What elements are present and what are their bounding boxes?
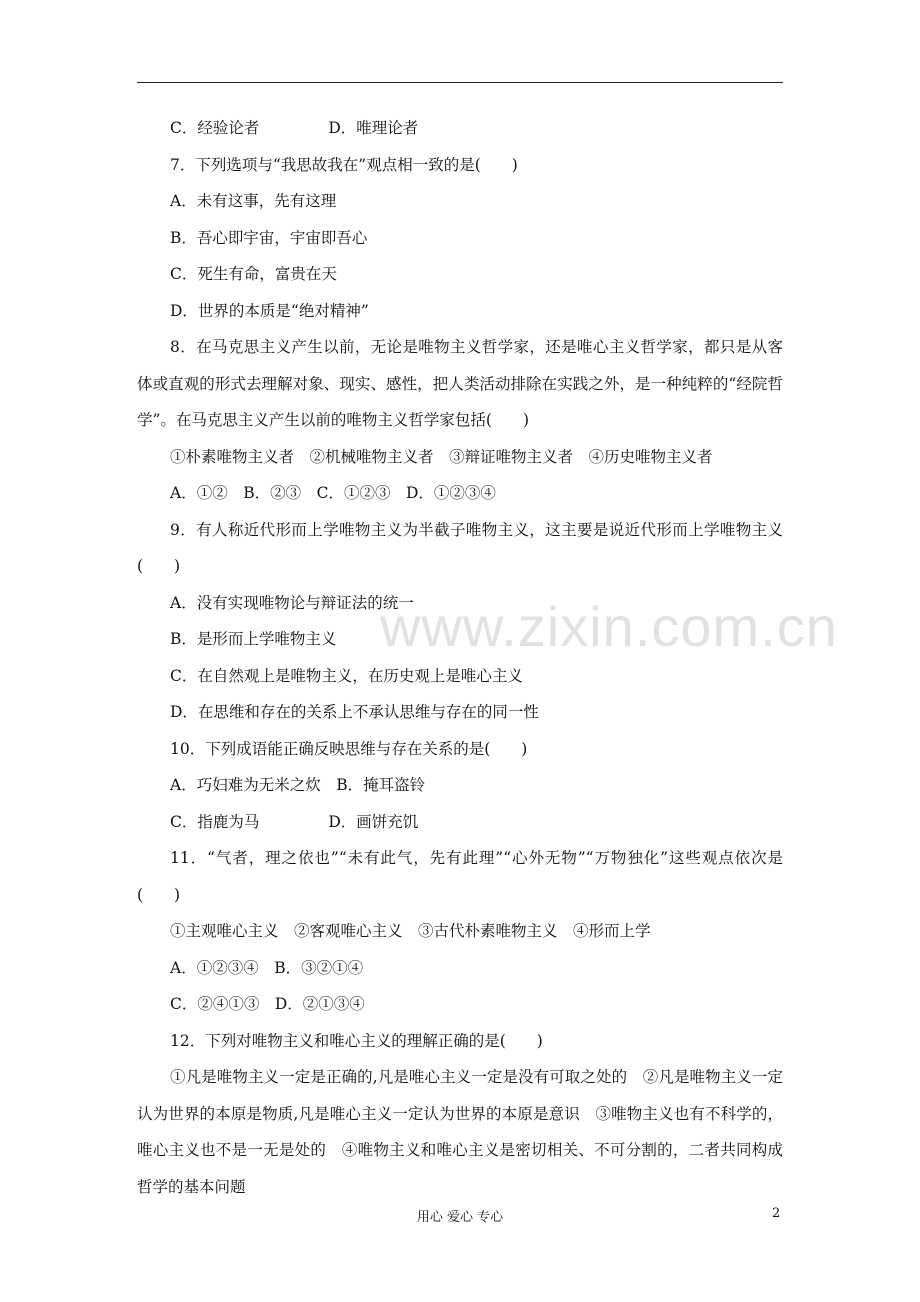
q10-stem: 10．下列成语能正确反映思维与存在关系的是( ) (170, 739, 528, 758)
q6-options-cd: C．经验论者 D．唯理论者 (170, 119, 419, 137)
q7-stem: 7．下列选项与“我思故我在”观点相一致的是( ) (170, 155, 518, 174)
q7-option-d: D．世界的本质是“绝对精神” (170, 301, 369, 320)
header-rule (137, 82, 783, 83)
q9-option-c: C．在自然观上是唯物主义，在历史观上是唯心主义 (170, 666, 523, 685)
watermark: www.zixin.com.cn (380, 595, 838, 658)
page-number: 2 (772, 1206, 781, 1221)
q8-stem: 8．在马克思主义产生以前，无论是唯物主义哲学家，还是唯心主义哲学家，都只是从客体或直观的形式去理解对象、现实、感性，把人类活动排除在实践之外，是一种纯粹的“经院哲学”。在马克思主义产生以前的唯物主义哲学家包括( ) (137, 338, 783, 429)
q9-stem: 9．有人称近代形而上学唯物主义为半截子唯物主义，这主要是说近代形而上学唯物主义( ) (137, 520, 783, 575)
q10-options-ab: A．巧妇难为无米之炊 B．掩耳盗铃 (170, 776, 426, 794)
q8-items: ①朴素唯物主义者 ②机械唯物主义者 ③辩证唯物主义者 ④历史唯物主义者 (170, 447, 713, 466)
q11-options-cd: C．②④①③ D．②①③④ (170, 995, 365, 1013)
q8-options: A．①② B．②③ C．①②③ D．①②③④ (170, 484, 496, 502)
q7-option-c: C．死生有命，富贵在天 (170, 265, 337, 283)
q7-option-a: A．未有这事，先有这理 (170, 192, 337, 210)
q9-option-d: D．在思维和存在的关系上不承认思维与存在的同一性 (170, 703, 539, 721)
page-content (137, 110, 783, 1205)
q11-stem: 11．“气者，理之依也”“未有此气，先有此理”“心外无物”“万物独化”这些观点依次是( ) (137, 849, 783, 904)
q11-items: ①主观唯心主义 ②客观唯心主义 ③古代朴素唯物主义 ④形而上学 (170, 922, 651, 940)
q10-options-cd: C．指鹿为马 D．画饼充饥 (170, 812, 419, 831)
q12-items: ①凡是唯物主义一定是正确的,凡是唯心主义一定是没有可取之处的 ②凡是唯物主义一定认为世界的本原是物质,凡是唯心主义一定认为世界的本原是意识 ③唯物主义也有不科学的，唯心主义也不是一无是处的 ④唯物主义和唯心主义是密切相关、不可分割的，二者共同构成哲学的基本问题 (137, 1068, 783, 1196)
footer-motto: 用心 爱心 专心 (416, 1210, 504, 1225)
q12-stem: 12．下列对唯物主义和唯心主义的理解正确的是( ) (170, 1031, 543, 1050)
q9-option-a: A．没有实现唯物论与辩证法的统一 (170, 593, 414, 612)
q11-options-ab: A．①②③④ B．③②①④ (170, 958, 364, 977)
q9-option-b: B．是形而上学唯物主义 (170, 630, 337, 648)
q7-option-b: B．吾心即宇宙，宇宙即吾心 (170, 228, 368, 247)
